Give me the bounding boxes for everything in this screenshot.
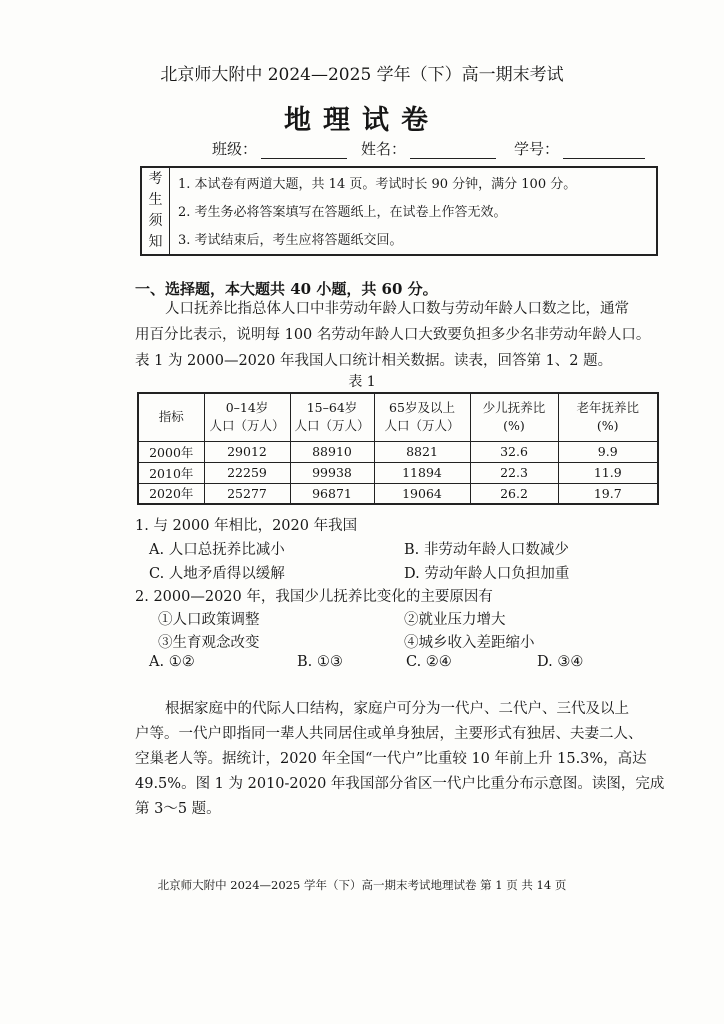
name-label: 姓名： <box>361 140 407 158</box>
table-cell: 8821 <box>374 441 470 462</box>
table-cell: 96871 <box>290 483 374 504</box>
table-title: 表 1 <box>348 374 376 390</box>
header-child-ratio: 少儿抚养比 (%) <box>470 393 558 441</box>
table-cell: 9.9 <box>558 441 658 462</box>
q1-option-b: B. 非劳动年龄人口数减少 <box>404 542 569 558</box>
intro-paragraph <box>135 296 663 374</box>
question-1-stem: 1. 与 2000 年相比，2020 年我国 <box>135 518 358 534</box>
q1-option-a: A. 人口总抚养比减小 <box>149 542 285 558</box>
table-cell: 19064 <box>374 483 470 504</box>
notice-item: 3. 考试结束后，考生应将答题纸交回。 <box>178 233 403 248</box>
exam-notice-box <box>140 166 658 256</box>
table-cell: 11894 <box>374 462 470 483</box>
notice-side-label <box>142 168 170 254</box>
table-cell: 22259 <box>204 462 290 483</box>
q2-option-c: C. ②④ <box>406 654 452 670</box>
passage-2 <box>135 697 663 822</box>
table-cell: 2010年 <box>138 462 204 483</box>
header-15-64: 15–64岁 人口（万人） <box>290 393 374 441</box>
passage-line: 根据家庭中的代际人口结构，家庭户可分为一代户、二代户、三代及以上 <box>165 701 629 717</box>
q2-item-1: ①人口政策调整 <box>158 612 260 628</box>
table-cell: 88910 <box>290 441 374 462</box>
notice-item: 1. 本试卷有两道大题，共 14 页。考试时长 90 分钟，满分 100 分。 <box>178 177 577 192</box>
notice-side-char: 知 <box>148 234 163 250</box>
notice-side-char: 须 <box>148 213 163 229</box>
notice-side-char: 生 <box>148 192 163 208</box>
table-header-row <box>138 393 658 441</box>
q1-option-d: D. 劳动年龄人口负担加重 <box>404 566 570 582</box>
table-cell: 29012 <box>204 441 290 462</box>
table-row <box>138 483 658 504</box>
class-label: 班级： <box>212 140 258 158</box>
table-cell: 22.3 <box>470 462 558 483</box>
q2-option-b: B. ①③ <box>297 654 343 670</box>
header-elder-ratio: 老年抚养比 (%) <box>558 393 658 441</box>
table-cell: 19.7 <box>558 483 658 504</box>
population-table <box>137 392 659 505</box>
table-cell: 32.6 <box>470 441 558 462</box>
question-2-stem: 2. 2000—2020 年，我国少儿抚养比变化的主要原因有 <box>135 589 493 605</box>
passage-line: 49.5%。图 1 为 2010-2020 年我国部分省区一代户比重分布示意图。读图，完成 <box>135 776 665 792</box>
q2-item-4: ④城乡收入差距缩小 <box>404 635 535 651</box>
q2-item-3: ③生育观念改变 <box>158 635 260 651</box>
table-cell: 11.9 <box>558 462 658 483</box>
intro-line: 表 1 为 2000—2020 年我国人口统计相关数据。读表，回答第 1、2 题。 <box>135 353 613 369</box>
student-info-row <box>212 138 645 159</box>
page-footer: 北京师大附中 2024—2025 学年（下）高一期末考试地理试卷 第 1 页 共 14 页 <box>157 878 567 892</box>
header-0-14: 0–14岁 人口（万人） <box>204 393 290 441</box>
id-blank <box>563 145 645 159</box>
table-cell: 2000年 <box>138 441 204 462</box>
notice-item: 2. 考生务必将答案填写在答题纸上，在试卷上作答无效。 <box>178 205 507 220</box>
exam-title: 北京师大附中 2024—2025 学年（下）高一期末考试 <box>160 65 564 85</box>
q2-item-2: ②就业压力增大 <box>404 612 506 628</box>
header-indicator: 指标 <box>138 393 204 441</box>
table-row <box>138 441 658 462</box>
table-cell: 2020年 <box>138 483 204 504</box>
passage-line: 户等。一代户即指同一辈人共同居住或单身独居，主要形式有独居、夫妻二人、 <box>135 726 643 742</box>
q2-option-a: A. ①② <box>149 654 195 670</box>
q2-option-d: D. ③④ <box>537 654 584 670</box>
table-cell: 26.2 <box>470 483 558 504</box>
table-row <box>138 462 658 483</box>
class-blank <box>261 145 347 159</box>
passage-line: 空巢老人等。据统计，2020 年全国“一代户”比重较 10 年前上升 15.3%，高达 <box>135 751 647 767</box>
passage-line: 第 3～5 题。 <box>135 801 221 817</box>
notice-side-char: 考 <box>148 171 163 187</box>
intro-line: 用百分比表示，说明每 100 名劳动年龄人口大致要负担多少名非劳动年龄人口。 <box>135 327 651 343</box>
name-blank <box>410 145 496 159</box>
q1-option-c: C. 人地矛盾得以缓解 <box>149 566 285 582</box>
section-heading: 一、选择题，本大题共 40 小题，共 60 分。 <box>135 280 438 298</box>
notice-list <box>170 168 656 254</box>
table-cell: 25277 <box>204 483 290 504</box>
header-65-plus: 65岁及以上 人口（万人） <box>374 393 470 441</box>
subject-title: 地理试卷 <box>284 105 440 136</box>
table-cell: 99938 <box>290 462 374 483</box>
id-label: 学号： <box>514 140 560 158</box>
intro-line: 人口抚养比指总体人口中非劳动年龄人口数与劳动年龄人口数之比，通常 <box>165 301 629 317</box>
